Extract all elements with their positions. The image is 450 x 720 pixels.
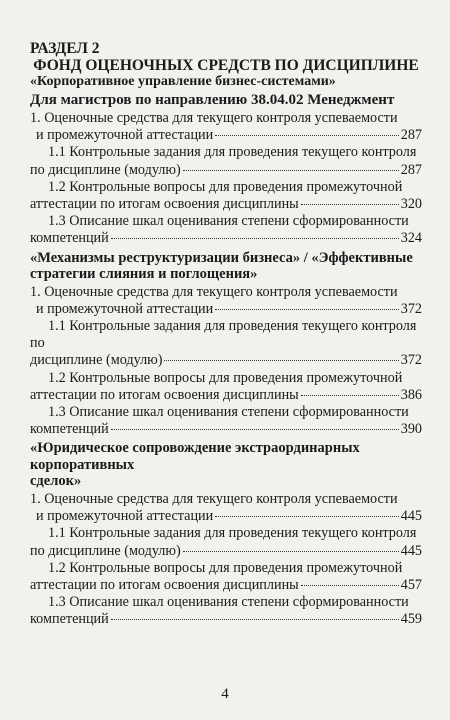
discipline-title-3 — [30, 440, 422, 490]
toc-page-number: 445 — [400, 508, 422, 525]
toc-entry-line2: по дисциплине (модулю) — [30, 161, 181, 178]
toc-entry[interactable] — [30, 179, 422, 213]
toc-block-1 — [30, 110, 422, 248]
toc-entry-line2: аттестации по итогам освоения дисциплины — [30, 386, 299, 403]
toc-page-number: 445 — [400, 542, 422, 559]
toc-entry[interactable] — [30, 284, 422, 318]
discipline-title-line1: «Механизмы реструктуризации бизнеса» / «Эффективные — [30, 249, 413, 266]
toc-entry[interactable] — [30, 110, 422, 144]
toc-entry[interactable] — [30, 491, 422, 525]
toc-block-3 — [30, 440, 422, 628]
leader-dots — [215, 516, 398, 517]
leader-dots — [215, 135, 398, 136]
toc-entry-line1: 1.3 Описание шкал оценивания степени сформированности — [48, 213, 409, 230]
toc-page-number: 390 — [400, 421, 422, 438]
leader-dots — [215, 309, 398, 310]
leader-dots — [301, 585, 399, 586]
toc-entry-line1: 1.1 Контрольные задания для проведения текущего контроля по — [30, 318, 417, 352]
toc-entry-line1: 1.1 Контрольные задания для проведения текущего контроля — [48, 525, 417, 542]
toc-block-2 — [30, 250, 422, 439]
toc-entry-line2: компетенций — [30, 421, 109, 438]
toc-page-number: 287 — [400, 161, 422, 178]
leader-dots — [301, 395, 399, 396]
toc-page-number: 287 — [400, 127, 422, 144]
discipline-title-2 — [30, 250, 422, 283]
toc-entry[interactable] — [30, 144, 422, 178]
discipline-title-line2: сделок» — [30, 473, 82, 490]
leader-dots — [111, 619, 399, 620]
toc-entry-line2: и промежуточной аттестации — [36, 127, 214, 144]
discipline-title-1: «Корпоративное управление бизнес-системами» — [30, 74, 336, 89]
toc-entry[interactable] — [30, 318, 422, 370]
leader-dots — [183, 170, 399, 171]
toc-entry-line2: компетенций — [30, 230, 109, 247]
discipline-title-line2: стратегии слияния и поглощения» — [30, 266, 258, 283]
toc-entry[interactable] — [30, 213, 422, 247]
toc-entry-line1: 1.3 Описание шкал оценивания степени сформированности — [48, 404, 409, 421]
toc-entry-line1: 1. Оценочные средства для текущего контроля успеваемости — [30, 490, 398, 507]
toc-entry-line2: аттестации по итогам освоения дисциплины — [30, 576, 299, 593]
toc-entry-line2: по дисциплине (модулю) — [30, 542, 181, 559]
toc-entry-line2: дисциплине (модулю) — [30, 352, 163, 369]
toc-page-number: 320 — [400, 196, 422, 213]
direction-heading: Для магистров по направлению 38.04.02 Менеджмент — [30, 92, 395, 108]
toc-entry[interactable] — [30, 594, 422, 628]
toc-entry[interactable] — [30, 370, 422, 404]
toc-page — [30, 40, 422, 629]
toc-entry[interactable] — [30, 560, 422, 594]
toc-entry-line2: и промежуточной аттестации — [36, 508, 214, 525]
leader-dots — [183, 551, 399, 552]
toc-entry[interactable] — [30, 525, 422, 559]
toc-entry-line2: и промежуточной аттестации — [36, 300, 214, 317]
toc-entry-line1: 1.2 Контрольные вопросы для проведения промежуточной — [48, 559, 403, 576]
section-title: ФОНД ОЦЕНОЧНЫХ СРЕДСТВ ПО ДИСЦИПЛИНЕ — [33, 57, 419, 74]
toc-entry-line1: 1.2 Контрольные вопросы для проведения промежуточной — [48, 178, 403, 195]
toc-entry-line2: компетенций — [30, 611, 109, 628]
toc-entry-line1: 1.2 Контрольные вопросы для проведения промежуточной — [48, 369, 403, 386]
toc-entry-line1: 1.1 Контрольные задания для проведения текущего контроля — [48, 144, 417, 161]
leader-dots — [111, 238, 399, 239]
toc-entry[interactable] — [30, 404, 422, 438]
toc-page-number: 372 — [400, 352, 422, 369]
toc-entry-line2: аттестации по итогам освоения дисциплины — [30, 196, 299, 213]
section-label: РАЗДЕЛ 2 — [30, 40, 100, 57]
toc-page-number: 459 — [400, 611, 422, 628]
leader-dots — [164, 360, 398, 361]
toc-entry-line1: 1. Оценочные средства для текущего контроля успеваемости — [30, 283, 398, 300]
toc-page-number: 372 — [400, 300, 422, 317]
page-number: 4 — [221, 686, 229, 702]
toc-page-number: 457 — [400, 576, 422, 593]
leader-dots — [111, 429, 399, 430]
toc-page-number: 324 — [400, 230, 422, 247]
toc-page-number: 386 — [400, 386, 422, 403]
toc-entry-line1: 1.3 Описание шкал оценивания степени сформированности — [48, 594, 409, 611]
discipline-title-line1: «Юридическое сопровождение экстраординарных корпоративных — [30, 440, 360, 473]
leader-dots — [301, 204, 399, 205]
toc-entry-line1: 1. Оценочные средства для текущего контроля успеваемости — [30, 110, 398, 126]
